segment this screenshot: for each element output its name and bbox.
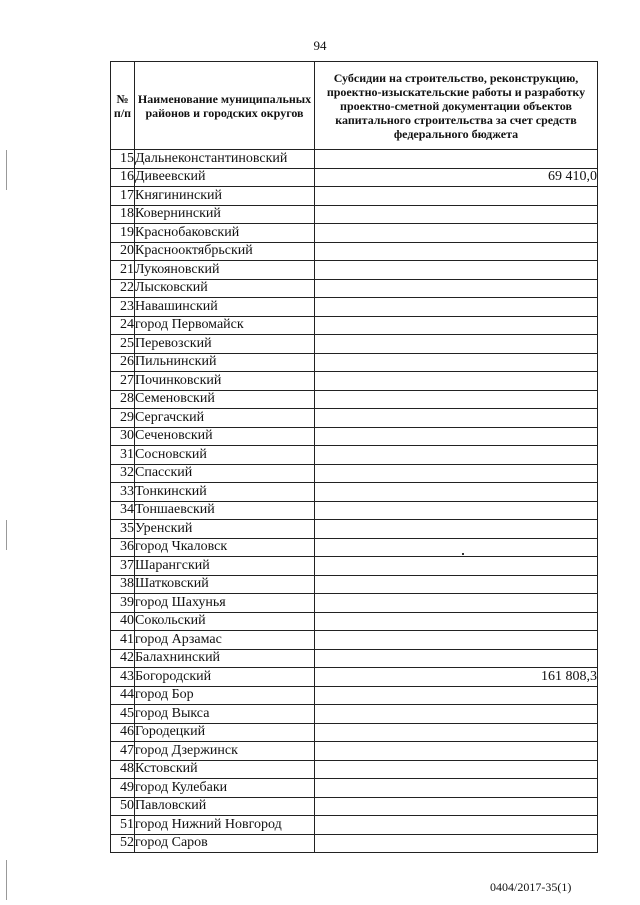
row-number: 50 (111, 797, 135, 816)
row-name: Лукояновский (135, 261, 315, 280)
row-name: Починковский (135, 372, 315, 391)
row-name: Ковернинский (135, 205, 315, 224)
table-row (111, 483, 598, 502)
row-value (315, 520, 598, 539)
row-number: 17 (111, 187, 135, 206)
row-name: Краснобаковский (135, 224, 315, 243)
margin-mark (6, 860, 7, 900)
row-number: 48 (111, 760, 135, 779)
table-row (111, 797, 598, 816)
row-value (315, 261, 598, 280)
table-row (111, 520, 598, 539)
row-name: Кстовский (135, 760, 315, 779)
row-name: Тонкинский (135, 483, 315, 502)
row-value (315, 575, 598, 594)
row-value (315, 705, 598, 724)
row-value (315, 686, 598, 705)
row-value (315, 779, 598, 798)
table-row (111, 168, 598, 187)
margin-mark (6, 150, 7, 190)
row-value (315, 372, 598, 391)
row-value (315, 594, 598, 613)
row-number: 46 (111, 723, 135, 742)
row-name: Уренский (135, 520, 315, 539)
row-number: 41 (111, 631, 135, 650)
table-row (111, 298, 598, 317)
stray-dot (462, 553, 464, 555)
row-number: 40 (111, 612, 135, 631)
table-row (111, 335, 598, 354)
row-number: 37 (111, 557, 135, 576)
row-number: 26 (111, 353, 135, 372)
table-row (111, 649, 598, 668)
row-number: 47 (111, 742, 135, 761)
table-row (111, 705, 598, 724)
row-name: Семеновский (135, 390, 315, 409)
row-name: Городецкий (135, 723, 315, 742)
row-name: город Чкаловск (135, 538, 315, 557)
row-value (315, 335, 598, 354)
table-row (111, 816, 598, 835)
table-row (111, 557, 598, 576)
table-row (111, 631, 598, 650)
table-row (111, 834, 598, 853)
table-row (111, 372, 598, 391)
table-row (111, 150, 598, 169)
table-row (111, 686, 598, 705)
row-number: 22 (111, 279, 135, 298)
row-value (315, 316, 598, 335)
row-value (315, 279, 598, 298)
row-value (315, 723, 598, 742)
table-row (111, 353, 598, 372)
table-row (111, 242, 598, 261)
row-name: Богородский (135, 668, 315, 687)
table-row (111, 409, 598, 428)
row-number: 45 (111, 705, 135, 724)
row-number: 33 (111, 483, 135, 502)
table-row (111, 427, 598, 446)
row-value (315, 816, 598, 835)
row-number: 23 (111, 298, 135, 317)
row-value (315, 353, 598, 372)
row-value (315, 446, 598, 465)
table-row (111, 187, 598, 206)
row-value: 161 808,3 (315, 668, 598, 687)
row-name: Павловский (135, 797, 315, 816)
table-row (111, 760, 598, 779)
row-number: 49 (111, 779, 135, 798)
row-name: город Бор (135, 686, 315, 705)
subsidy-table (110, 61, 598, 853)
row-number: 39 (111, 594, 135, 613)
header-name: Наименование муниципальных районов и городских округов (135, 62, 315, 150)
table-row (111, 390, 598, 409)
table-row (111, 668, 598, 687)
row-value (315, 242, 598, 261)
row-value (315, 483, 598, 502)
row-name: город Первомайск (135, 316, 315, 335)
row-name: Дальнеконстантиновский (135, 150, 315, 169)
row-number: 32 (111, 464, 135, 483)
table-row (111, 316, 598, 335)
row-name: город Арзамас (135, 631, 315, 650)
row-value (315, 187, 598, 206)
row-name: Сергачский (135, 409, 315, 428)
row-value (315, 797, 598, 816)
table-row (111, 779, 598, 798)
row-number: 35 (111, 520, 135, 539)
table-row (111, 446, 598, 465)
row-name: город Кулебаки (135, 779, 315, 798)
row-value (315, 834, 598, 853)
row-name: город Нижний Новгород (135, 816, 315, 835)
row-number: 21 (111, 261, 135, 280)
row-number: 15 (111, 150, 135, 169)
table-row (111, 575, 598, 594)
row-name: Дивеевский (135, 168, 315, 187)
row-number: 16 (111, 168, 135, 187)
row-value (315, 501, 598, 520)
row-number: 20 (111, 242, 135, 261)
row-number: 18 (111, 205, 135, 224)
row-value (315, 538, 598, 557)
row-number: 30 (111, 427, 135, 446)
row-value (315, 557, 598, 576)
row-number: 19 (111, 224, 135, 243)
row-number: 24 (111, 316, 135, 335)
row-value: 69 410,0 (315, 168, 598, 187)
margin-mark (6, 520, 7, 550)
row-name: Навашинский (135, 298, 315, 317)
row-name: Тоншаевский (135, 501, 315, 520)
row-name: Пильнинский (135, 353, 315, 372)
row-number: 51 (111, 816, 135, 835)
row-number: 29 (111, 409, 135, 428)
table-row (111, 224, 598, 243)
row-name: Княгининский (135, 187, 315, 206)
row-number: 44 (111, 686, 135, 705)
row-number: 43 (111, 668, 135, 687)
row-name: город Дзержинск (135, 742, 315, 761)
row-value (315, 612, 598, 631)
row-value (315, 150, 598, 169)
row-name: Сокольский (135, 612, 315, 631)
row-value (315, 224, 598, 243)
row-value (315, 409, 598, 428)
row-number: 34 (111, 501, 135, 520)
document-code: 0404/2017-35(1) (490, 880, 572, 894)
row-value (315, 205, 598, 224)
table-row (111, 723, 598, 742)
row-number: 38 (111, 575, 135, 594)
table-row (111, 538, 598, 557)
row-value (315, 760, 598, 779)
row-name: Сосновский (135, 446, 315, 465)
row-number: 28 (111, 390, 135, 409)
row-name: город Выкса (135, 705, 315, 724)
row-name: Спасский (135, 464, 315, 483)
row-name: Перевозский (135, 335, 315, 354)
table-row (111, 501, 598, 520)
table-row (111, 594, 598, 613)
table-row (111, 261, 598, 280)
row-name: Сеченовский (135, 427, 315, 446)
row-number: 52 (111, 834, 135, 853)
table-header-row (111, 62, 598, 150)
table-row (111, 612, 598, 631)
row-number: 31 (111, 446, 135, 465)
row-value (315, 631, 598, 650)
row-name: Шарангский (135, 557, 315, 576)
row-value (315, 649, 598, 668)
row-value (315, 464, 598, 483)
page-number: 94 (313, 38, 327, 53)
header-value: Субсидии на строительство, реконструкцию, проектно-изыскательские работы и разработку проектно-сметной документации объектов капитального строительства за счет средств федерального бюджета (315, 62, 598, 150)
row-name: Лысковский (135, 279, 315, 298)
row-name: Краснооктябрьский (135, 242, 315, 261)
table-body (111, 150, 598, 853)
row-name: город Саров (135, 834, 315, 853)
row-number: 36 (111, 538, 135, 557)
header-num: № п/п (111, 62, 135, 150)
table-row (111, 279, 598, 298)
table-row (111, 464, 598, 483)
row-name: Балахнинский (135, 649, 315, 668)
row-number: 42 (111, 649, 135, 668)
row-value (315, 427, 598, 446)
row-name: Шатковский (135, 575, 315, 594)
row-value (315, 742, 598, 761)
row-number: 27 (111, 372, 135, 391)
row-name: город Шахунья (135, 594, 315, 613)
row-value (315, 390, 598, 409)
table-row (111, 205, 598, 224)
row-value (315, 298, 598, 317)
row-number: 25 (111, 335, 135, 354)
table-row (111, 742, 598, 761)
